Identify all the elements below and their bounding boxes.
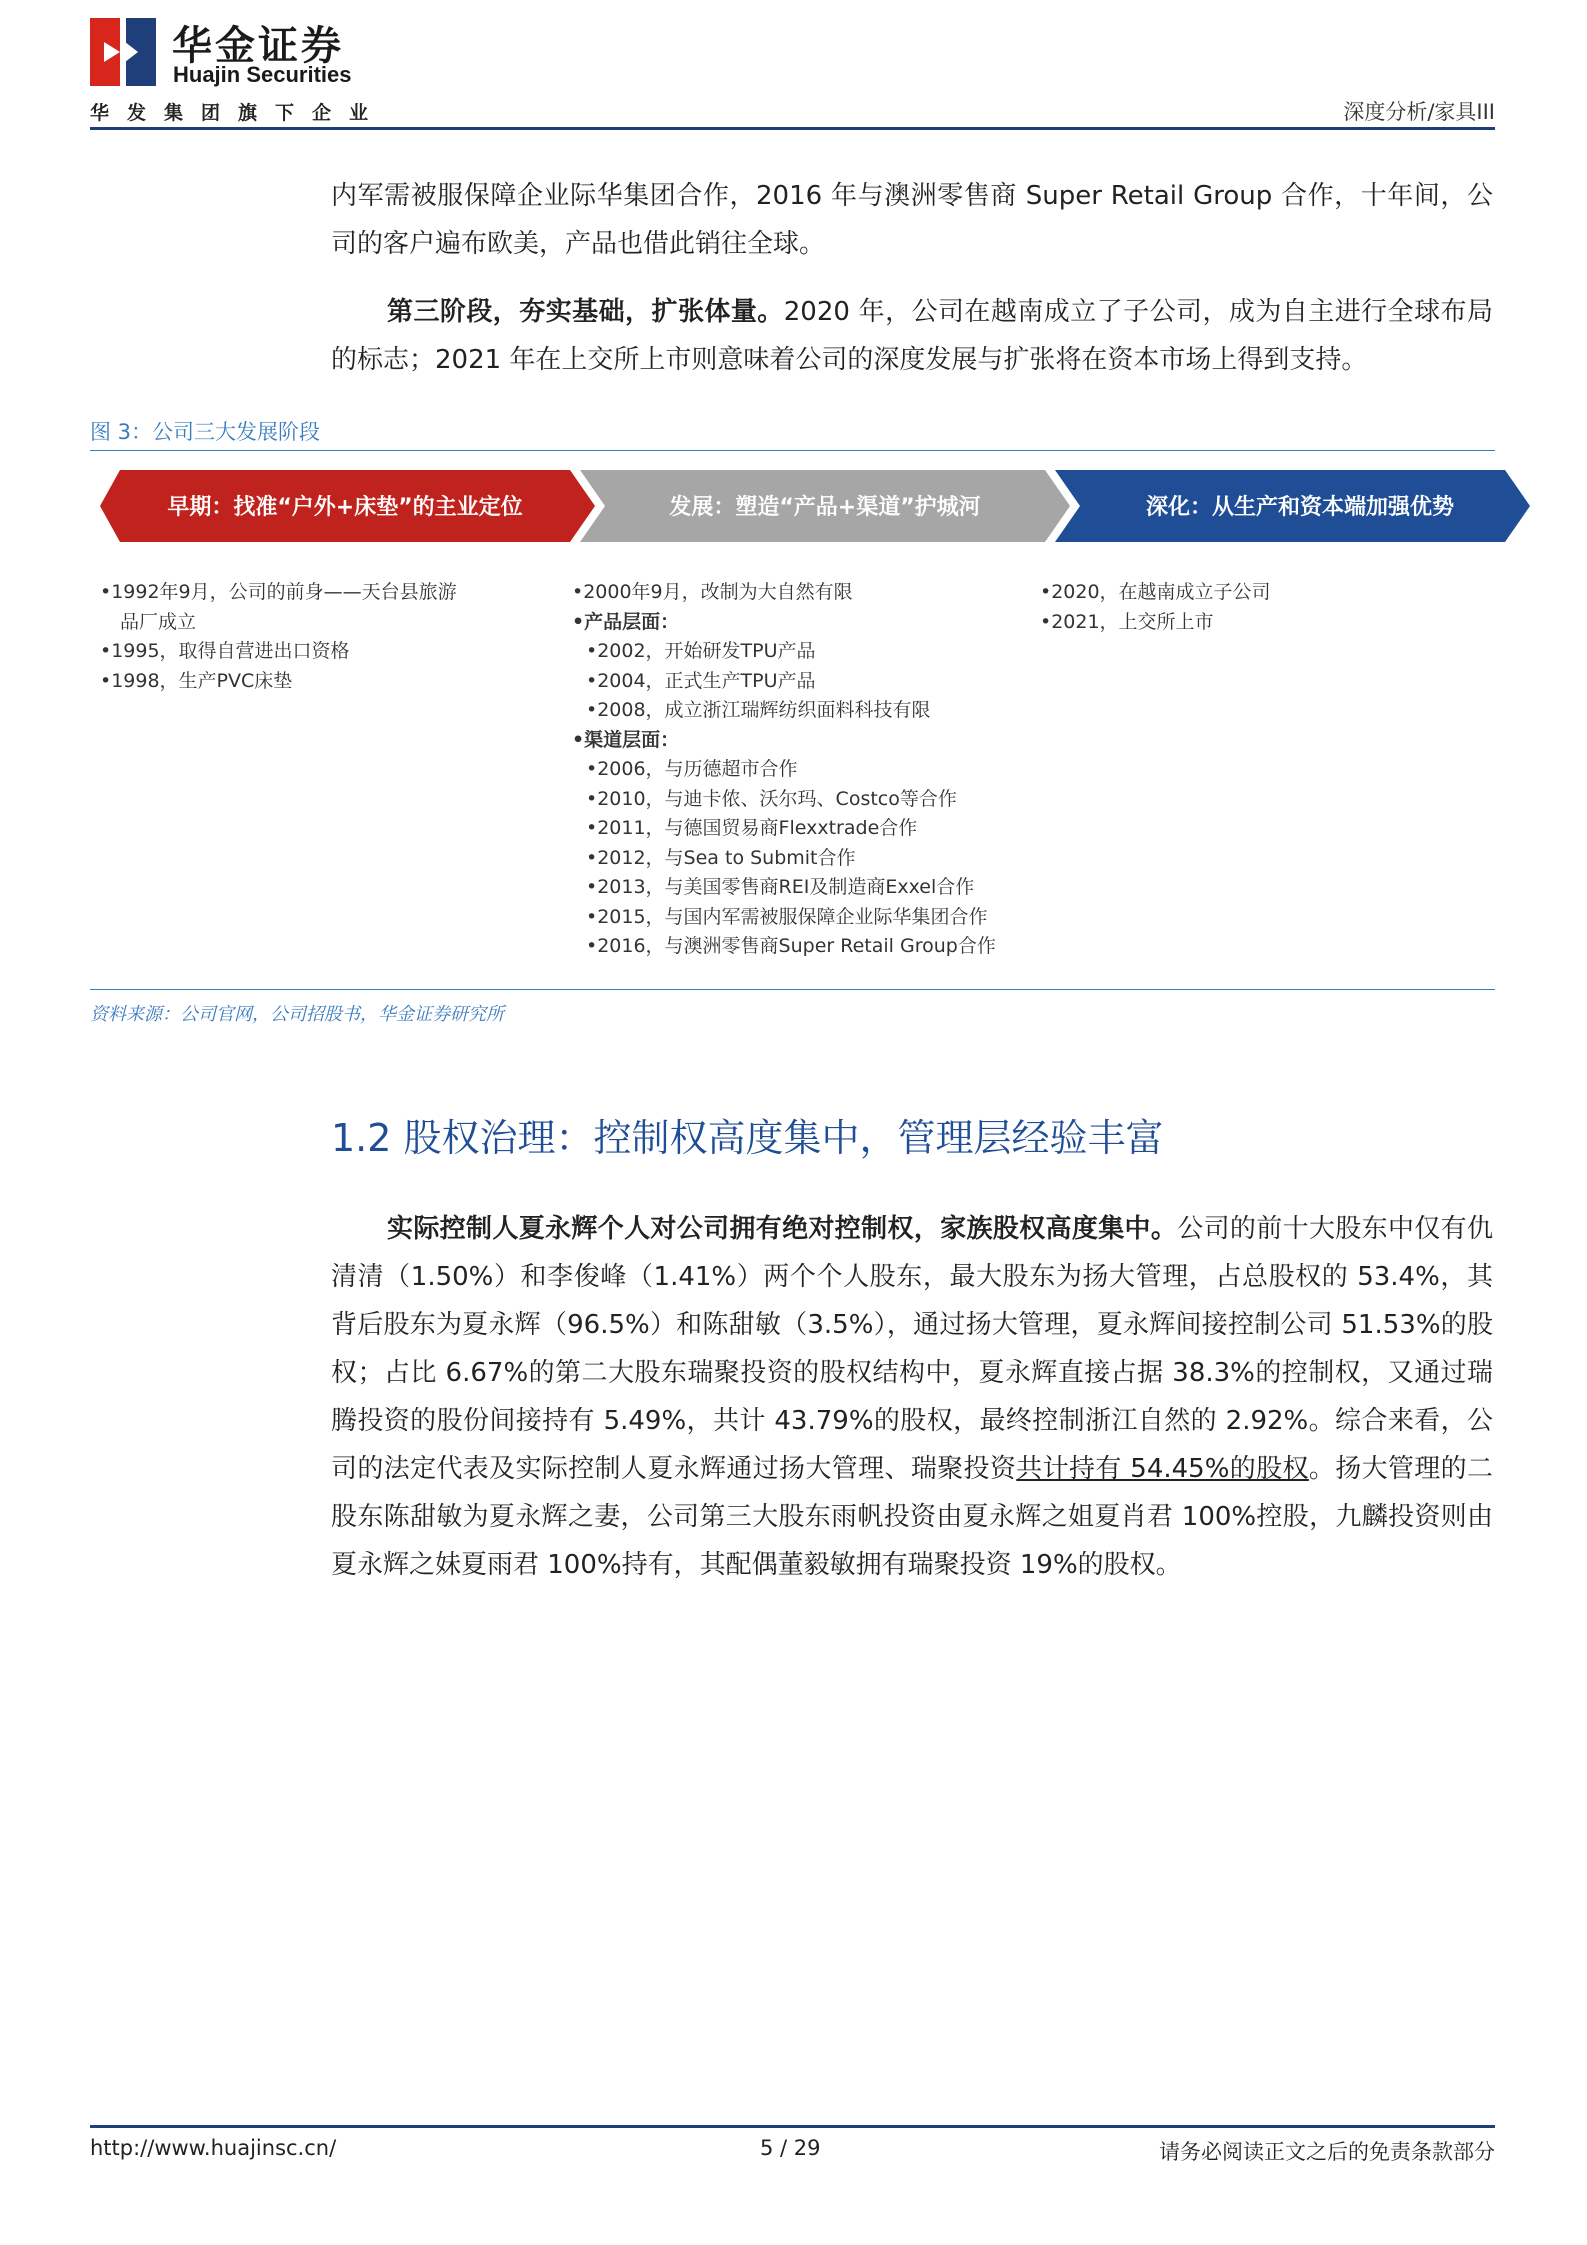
- figure-top-divider: [90, 450, 1495, 451]
- list-item: •2010，与迪卡侬、沃尔玛、Costco等合作: [586, 787, 957, 810]
- page-number: 5 / 29: [760, 2136, 821, 2160]
- logo-english-name: Huajin Securities: [173, 62, 352, 87]
- paragraph-equity-body: 公司的前十大股东中仅有仇清清（1.50%）和李俊峰（1.41%）两个个人股东，最大股东为扬大管理，占总股权的 53.4%，其背后股东为夏永辉（96.5%）和陈甜敏（3.5%），通过扬大管理，夏永辉间接控制公司 51.53%的股权；占比 6.67%的第二大股东瑞聚投资的股权结构中，夏永辉直接占据 38.3%的控制权，又通过瑞腾投资的股份间接持有 5.49%，共计 43.79%的股权，最终控制浙江自然的 2.92%。综合来看，公司的法定代表及实际控制人夏永辉通过扬大管理、瑞聚投资: [331, 1214, 1493, 1484]
- stage-early-list: [100, 578, 540, 696]
- development-stages-chevrons: [100, 466, 1530, 546]
- list-item: •2002，开始研发TPU产品: [586, 640, 816, 662]
- list-item: 品厂成立: [120, 610, 197, 633]
- list-item: •2021，上交所上市: [1040, 610, 1214, 633]
- footer-disclaimer: 请务必阅读正文之后的免责条款部分: [1159, 2140, 1495, 2164]
- paragraph-clients: 内军需被服保障企业际华集团合作，2016 年与澳洲零售商 Super Retail Group 合作，十年间，公司的客户遍布欧美，产品也借此销往全球。: [331, 181, 1493, 259]
- list-item: •1998，生产PVC床垫: [100, 669, 293, 692]
- list-item: •2016，与澳洲零售商Super Retail Group合作: [586, 935, 996, 957]
- list-item: •2013，与美国零售商REI及制造商Exxel合作: [586, 876, 975, 898]
- paragraph-equity-tail: 。扬大管理的二股东陈甜敏为夏永辉之妻，公司第三大股东雨帆投资由夏永辉之姐夏肖君 100%控股，九麟投资则由夏永辉之妹夏雨君 100%持有，其配偶董毅敏拥有瑞聚投资 19%的股权。: [331, 1454, 1493, 1580]
- paragraph-equity-governance: [331, 1205, 1493, 1589]
- list-item: •2011，与德国贸易商Flexxtrade合作: [586, 817, 918, 839]
- stage-growth-list: [572, 578, 1042, 962]
- document-type: 深度分析/家具III: [1343, 100, 1495, 124]
- stage-deepen-label: 深化：从生产和资本端加强优势: [1145, 495, 1455, 520]
- stage-deepen-list: [1040, 578, 1480, 637]
- list-item: •1992年9月，公司的前身——天台县旅游: [100, 581, 457, 603]
- list-item: •2008，成立浙江瑞辉纺织面料科技有限: [586, 699, 931, 721]
- paragraph-stage-three-body: 2020 年，公司在越南成立了子公司，成为自主进行全球布局的标志；2021 年在上交所上市则意味着公司的深度发展与扩张将在资本市场上得到支持。: [331, 297, 1493, 375]
- list-item: •2012，与Sea to Submit合作: [586, 846, 856, 869]
- stage-growth-label: 发展：塑造“产品+渠道”护城河: [669, 495, 981, 520]
- list-item: •2020，在越南成立子公司: [1040, 581, 1271, 603]
- huajin-logo-icon: [90, 18, 156, 86]
- footer-website-link[interactable]: http://www.huajinsc.cn/: [90, 2136, 337, 2160]
- list-item: •2000年9月，改制为大自然有限: [572, 581, 853, 603]
- list-heading-channel: •渠道层面：: [572, 728, 680, 751]
- list-item: •2004，正式生产TPU产品: [586, 669, 816, 692]
- section-title: 1.2 股权治理：控制权高度集中，管理层经验丰富: [331, 1116, 1164, 1160]
- figure-bottom-divider: [90, 989, 1495, 990]
- header-divider: [90, 127, 1495, 130]
- logo-chinese-name: 华金证券: [172, 23, 344, 69]
- list-heading-product: •产品层面：: [572, 610, 680, 633]
- paragraph-stage-three-lead: 第三阶段，夯实基础，扩张体量。: [387, 297, 784, 327]
- figure-caption: 图 3：公司三大发展阶段: [90, 420, 321, 444]
- paragraph-equity-lead: 实际控制人夏永辉个人对公司拥有绝对控制权，家族股权高度集中。: [387, 1214, 1178, 1244]
- stage-early-label: 早期：找准“户外+床垫”的主业定位: [167, 495, 523, 520]
- underlined-total-stake: 共计持有 54.45%的股权: [1016, 1454, 1309, 1484]
- logo-subtitle: 华发集团旗下企业: [90, 102, 387, 124]
- figure-source: 资料来源：公司官网，公司招股书，华金证券研究所: [90, 1004, 504, 1025]
- list-item: •2015，与国内军需被服保障企业际华集团合作: [586, 905, 988, 928]
- footer-divider: [90, 2125, 1495, 2128]
- paragraph-stage-three: [331, 288, 1493, 384]
- list-item: •1995，取得自营进出口资格: [100, 640, 350, 662]
- list-item: •2006，与历德超市合作: [586, 758, 798, 780]
